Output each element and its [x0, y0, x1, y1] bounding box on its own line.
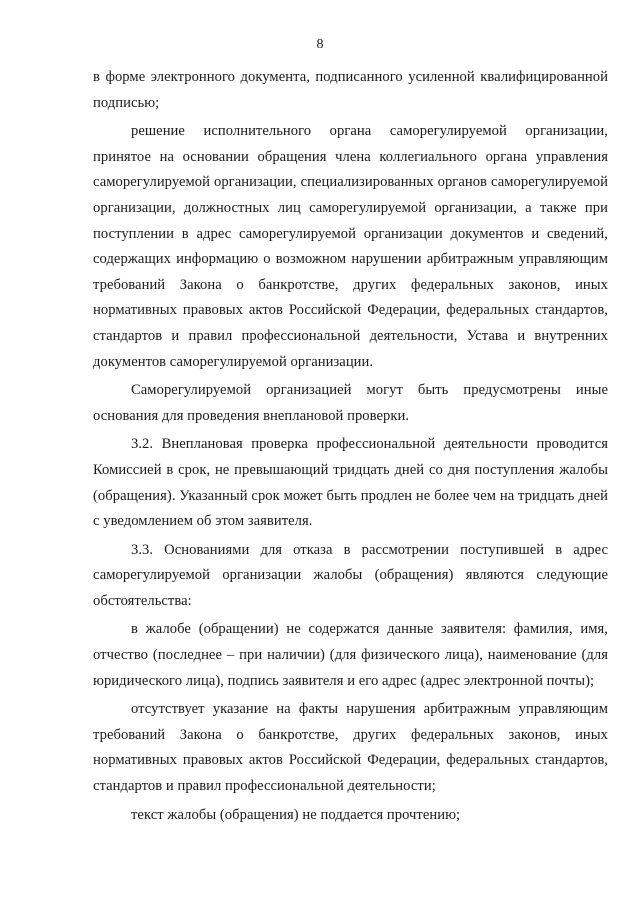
page-number: 8 [316, 37, 324, 52]
paragraph-unreadable-text: текст жалобы (обращения) не поддается прочтению; [131, 806, 461, 823]
paragraph-no-violation-facts: отсутствует указание на факты нарушения арбитражным управляющим требований Закона о банкротстве, других федеральных законов, иных нормативных правовых актов Российской Федерации, федеральных стандартов, стандартов и правил профессиональной деятельности; [93, 701, 608, 795]
paragraph-missing-applicant-data: в жалобе (обращении) не содержатся данные заявителя: фамилия, имя, отчество (последнее – при наличии) (для физического лица), наименование (для юридического лица), подпись заявителя и его адрес (адрес электронной почты); [93, 621, 608, 689]
paragraph-section-3-2: 3.2. Внеплановая проверка профессиональной деятельности проводится Комиссией в срок, не превышающий тридцать дней со дня поступления жалобы (обращения). Указанный срок может быть продлен не более чем на тридцать дней с уведомлением об этом заявителя. [93, 436, 608, 530]
document-body [93, 65, 608, 828]
paragraph-section-3-3: 3.3. Основаниями для отказа в рассмотрении поступившей в адрес саморегулируемой организации жалобы (обращения) являются следующие обстоятельства: [93, 541, 608, 609]
paragraph-executive-decision: решение исполнительного органа саморегулируемой организации, принятое на основании обращения члена коллегиального органа управления саморегулируемой организации, специализированных органов саморегулируемой организации, должностных лиц саморегулируемой организации, а также при поступлении в адрес саморегулируемой организации документов и сведений, содержащих информацию о возможном нарушении арбитражным управляющим требований Закона о банкротстве, других федеральных законов, иных нормативных правовых актов Российской Федерации, федеральных стандартов, стандартов и правил профессиональной деятельности, Устава и внутренних документов саморегулируемой организации. [93, 123, 608, 370]
paragraph-other-grounds: Саморегулируемой организацией могут быть предусмотрены иные основания для проведения внеплановой проверки. [93, 382, 608, 424]
paragraph-electronic-signature: в форме электронного документа, подписанного усиленной квалифицированной подписью; [93, 69, 608, 111]
